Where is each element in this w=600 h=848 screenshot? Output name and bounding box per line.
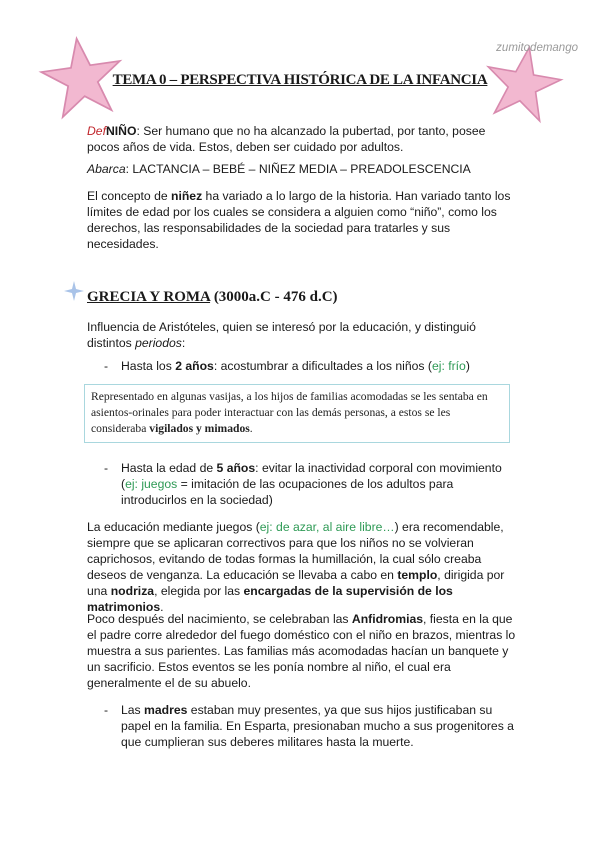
games-bold2: nodriza	[110, 584, 155, 598]
anfidromias-post: , fiesta en la que el padre corre alrededor del fuego doméstico con el niño en brazos, mientras lo muestra a sus parientes. Las familias más acomodadas hacían un banquete y un sacrificio. Estos eventos se les ponía nombre al niño, el cual era generalmente el de su abuelo.	[87, 612, 516, 690]
definition-paragraph	[87, 123, 517, 155]
aristoteles-italic: periodos	[135, 336, 182, 350]
anfidromias-bold: Anfidromias	[351, 612, 424, 626]
bullet-1-pre: Hasta los	[121, 359, 176, 373]
bullet-1	[121, 358, 517, 374]
section-heading	[87, 289, 338, 305]
games-paragraph	[87, 519, 517, 615]
concept-pre: El concepto de	[87, 189, 172, 203]
bullet-3	[121, 702, 517, 750]
anfidromias-paragraph	[87, 611, 517, 691]
abarca-paragraph	[87, 161, 517, 177]
anfidromias-pre: Poco después del nacimiento, se celebraban las	[87, 612, 352, 626]
bullet-2-example: ej: juegos	[125, 477, 178, 491]
bullet-dash-1: -	[104, 359, 109, 373]
concept-post: ha variado a lo largo de la historia. Han variado tanto los límites de edad por los cuales se considera a alguien como “niño”, como los derechos, las responsabilidades de la sociedad para tratarles y sus necesidades.	[87, 189, 511, 251]
bullet-3-bold: madres	[144, 703, 188, 717]
aristoteles-end: :	[181, 336, 186, 350]
quote-text: Representado en algunas vasijas, a los hijos de familias acomodadas se les sentaba en asientos-orinales para poder interactuar con las demás personas, a estos se les consideraba	[91, 390, 488, 435]
aristoteles-text: Influencia de Aristóteles, quien se interesó por la educación, y distinguió distintos	[87, 320, 476, 350]
bullet-1-example: ej: frío	[431, 359, 466, 373]
bullet-1-bold: 2 años	[175, 359, 214, 373]
games-mid3: , elegida por las	[154, 584, 244, 598]
def-term: NIÑO	[105, 124, 137, 138]
quote-bold: vigilados y mimados	[149, 422, 250, 435]
bullet-2-bold: 5 años	[216, 461, 256, 475]
bullet-3-pre: Las	[121, 703, 145, 717]
abarca-label: Abarca	[87, 162, 126, 176]
bullet-3-post: estaban muy presentes, ya que sus hijos justificaban su papel en la familia. En Esparta, presionaban mucho a sus progenitores a que cumplieran sus deberes militares hasta la muerte.	[121, 703, 514, 749]
bullet-2-pre: Hasta la edad de	[121, 461, 217, 475]
watermark: zumitodemango	[496, 42, 578, 54]
bullet-2	[121, 460, 517, 508]
games-example: ej: de azar, al aire libre…	[259, 520, 395, 534]
games-bold1: templo	[397, 568, 438, 582]
games-bold3: encargadas de la supervisión de los matrimonios	[87, 584, 453, 614]
bullet-dash-2: -	[104, 461, 109, 475]
concept-paragraph	[87, 188, 517, 252]
bullet-2-mid: : evitar la inactividad corporal con movimiento (	[121, 461, 502, 491]
quote-end: .	[249, 422, 253, 435]
concept-bold: niñez	[171, 189, 203, 203]
page-title: TEMA 0 – PERSPECTIVA HISTÓRICA DE LA INFANCIA	[112, 72, 488, 88]
aristoteles-paragraph	[87, 319, 517, 351]
bullet-2-post: = imitación de las ocupaciones de los adultos para introducirlos en la sociedad)	[121, 477, 454, 507]
quote-box	[84, 384, 510, 443]
sparkle-icon	[64, 281, 84, 301]
def-label: Def	[87, 124, 106, 138]
section-heading-title: GRECIA Y ROMA	[87, 289, 211, 305]
games-mid1: ) era recomendable, siempre que se aplicaran correctivos para que los niños no se volvieran caprichosos, evitando de todas formas la humillación, la cual sólo creaba deseos de venganza. La educación se llevaba a cabo en	[87, 520, 504, 582]
bullet-dash-3: -	[104, 703, 109, 717]
abarca-text: : LACTANCIA – BEBÉ – NIÑEZ MEDIA – PREADOLESCENCIA	[125, 162, 471, 176]
bullet-1-mid: : acostumbrar a dificultades a los niños (	[213, 359, 432, 373]
games-pre: La educación mediante juegos (	[87, 520, 260, 534]
games-end: .	[160, 600, 164, 614]
bullet-1-post: )	[465, 359, 470, 373]
section-heading-range: (3000a.C - 476 d.C)	[210, 289, 338, 305]
def-text: : Ser humano que no ha alcanzado la pubertad, por tanto, posee pocos años de vida. Estos, deben ser cuidado por adultos.	[87, 124, 486, 154]
games-mid2: , dirigida por una	[87, 568, 505, 598]
